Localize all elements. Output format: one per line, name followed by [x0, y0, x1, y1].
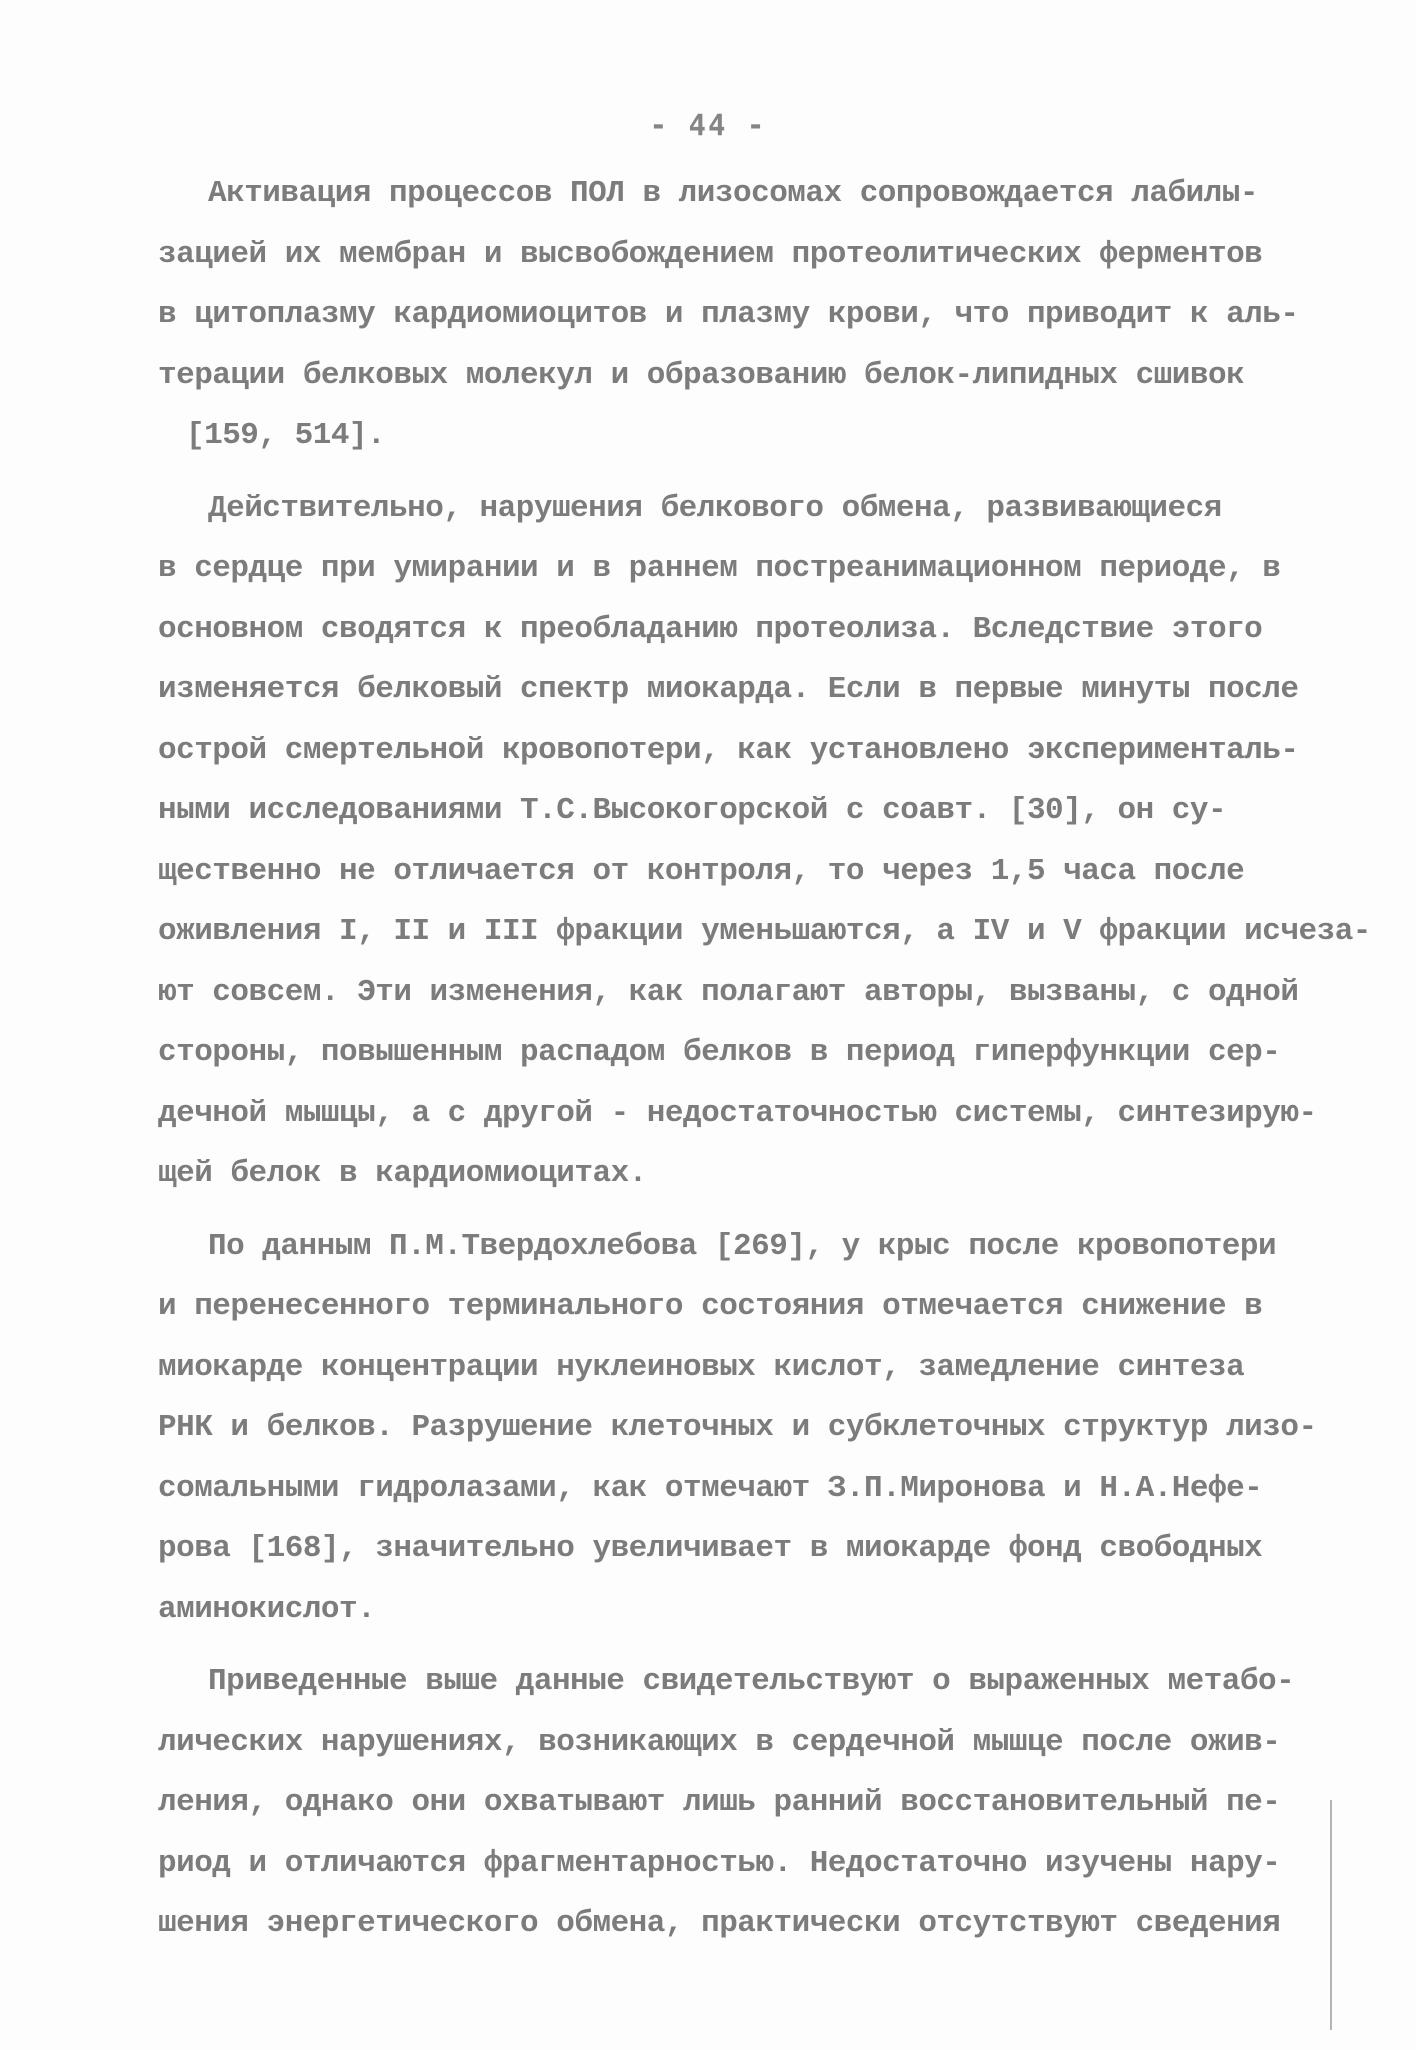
- text-line: щей белок в кардиомиоцитах.: [158, 1156, 647, 1191]
- text-line: [159, 514].: [186, 418, 386, 453]
- text-line: рова [168], значительно увеличивает в миокарде фонд свободных: [158, 1531, 1263, 1566]
- text-line: шения энергетического обмена, практически отсутствуют сведения: [158, 1906, 1281, 1941]
- text-line: Приведенные выше данные свидетельствуют о выраженных метабо-: [208, 1664, 1295, 1699]
- text-line: ют совсем. Эти изменения, как полагают авторы, вызваны, с одной: [158, 974, 1299, 1010]
- text-line: ными исследованиями Т.С.Высокогорской с соавт. [30], он су-: [158, 793, 1227, 828]
- text-line: оживления I, II и III фракции уменьшаются, а IV и V фракции исчеза-: [158, 914, 1371, 949]
- text-line: миокарде концентрации нуклеиновых кислот, замедление синтеза: [158, 1349, 1245, 1385]
- paragraph-1: [158, 164, 1308, 467]
- text-line: дечной мышцы, а с другой - недостаточностью системы, синтезирую-: [158, 1095, 1317, 1131]
- text-line: острой смертельной кровопотери, как установлено эксперименталь-: [158, 732, 1299, 768]
- text-line: РНК и белков. Разрушение клеточных и субклеточных структур лизо-: [158, 1410, 1317, 1445]
- text-line: изменяется белковый спектр миокарда. Если в первые минуты после: [158, 672, 1299, 707]
- text-line: щественно не отличается от контроля, то через 1,5 часа после: [158, 853, 1245, 889]
- text-line: риод и отличаются фрагментарностью. Недостаточно изучены нару-: [158, 1845, 1281, 1881]
- text-line: терации белковых молекул и образованию белок-липидных сшивок: [158, 357, 1245, 393]
- page-number: - 44 -: [649, 108, 767, 142]
- text-line: сомальными гидролазами, как отмечают З.П.Миронова и Н.А.Нефе-: [158, 1470, 1263, 1506]
- text-line: аминокислот.: [158, 1591, 376, 1627]
- paragraph-2: [158, 479, 1371, 1205]
- paragraph-3: [158, 1217, 1317, 1641]
- text-line: зацией их мембран и высвобождением протеолитических ферментов: [158, 236, 1263, 272]
- text-line: в цитоплазму кардиомиоцитов и плазму крови, что приводит к аль-: [158, 297, 1299, 332]
- text-line: основном сводятся к преобладанию протеолиза. Вследствие этого: [158, 611, 1263, 647]
- text-line: Активация процессов ПОЛ в лизосомах сопровождается лабилы-: [208, 176, 1258, 211]
- text-line: стороны, повышенным распадом белков в период гиперфункции сер-: [158, 1035, 1281, 1070]
- paragraph-4: [158, 1652, 1308, 1955]
- text-line: и перенесенного терминального состояния отмечается снижение в: [158, 1289, 1263, 1324]
- text-line: По данным П.М.Твердохлебова [269], у крыс после кровопотери: [208, 1228, 1277, 1264]
- body-text: [158, 164, 1371, 1955]
- text-line: в сердце при умирании и в раннем постреанимационном периоде, в: [158, 551, 1281, 586]
- text-line: Действительно, нарушения белкового обмена, развивающиеся: [208, 490, 1222, 526]
- scan-margin-line: [1330, 1800, 1332, 2030]
- text-line: ления, однако они охватывают лишь ранний восстановительный пе-: [158, 1785, 1281, 1820]
- text-line: лических нарушениях, возникающих в сердечной мышце после ожив-: [158, 1724, 1281, 1760]
